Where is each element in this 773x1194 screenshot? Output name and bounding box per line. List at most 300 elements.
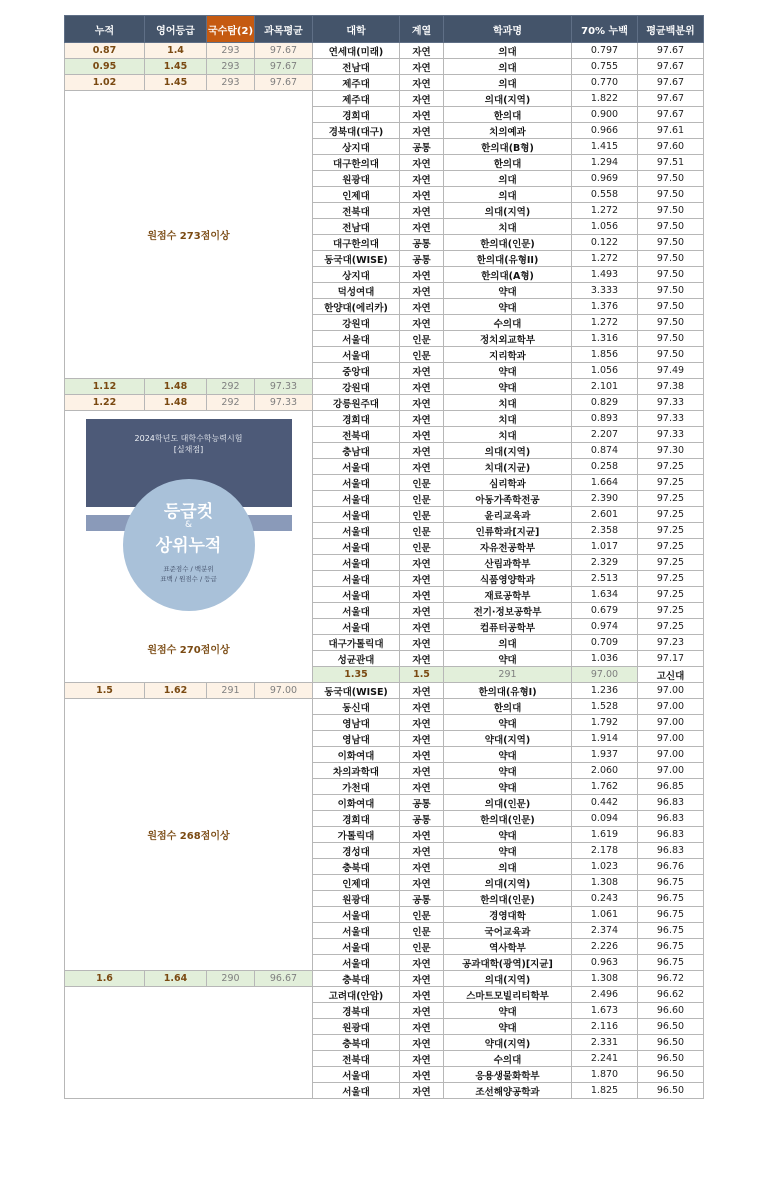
english-grade-value: 1.62 <box>145 683 207 699</box>
pct70-value: 1.308 <box>572 875 638 891</box>
pct70-value: 2.241 <box>572 1051 638 1067</box>
department-name: 의대(지역) <box>444 203 572 219</box>
avg-percentile-value: 97.25 <box>638 507 704 523</box>
avg-percentile-value: 96.62 <box>638 987 704 1003</box>
university-name: 서울대 <box>313 523 400 539</box>
pct70-value: 1.056 <box>572 363 638 379</box>
english-grade-value: 1.48 <box>145 379 207 395</box>
department-name: 의대(인문) <box>444 795 572 811</box>
department-name: 의대 <box>444 187 572 203</box>
pct70-value: 1.937 <box>572 747 638 763</box>
university-name: 강릉원주대 <box>313 395 400 411</box>
avg-percentile-value: 97.25 <box>638 491 704 507</box>
university-name: 서울대 <box>313 331 400 347</box>
avg-percentile-value: 96.50 <box>638 1035 704 1051</box>
track-name: 자연 <box>400 283 444 299</box>
university-name: 서울대 <box>313 955 400 971</box>
cum-value: 1.02 <box>65 75 145 91</box>
avg-percentile-value: 97.50 <box>638 171 704 187</box>
university-name: 대구한의대 <box>313 155 400 171</box>
avg-percentile-value: 97.25 <box>638 571 704 587</box>
cutoff-table <box>64 15 704 1099</box>
score-band-inner <box>65 411 312 682</box>
avg-percentile-value: 96.75 <box>638 923 704 939</box>
department-name: 약대 <box>444 283 572 299</box>
pct70-value: 0.829 <box>572 395 638 411</box>
university-name: 서울대 <box>313 1067 400 1083</box>
university-name: 서울대 <box>313 603 400 619</box>
english-grade-value: 1.48 <box>145 395 207 411</box>
track-name: 자연 <box>400 715 444 731</box>
cover-sub-line2: 표백 / 원점수 / 등급 <box>160 575 217 583</box>
department-name: 의대 <box>444 635 572 651</box>
cover-main-line2: 상위누적 <box>155 536 222 556</box>
university-name: 중앙대 <box>313 363 400 379</box>
header-kms: 국수탐(2) <box>207 16 255 43</box>
university-name: 경북대 <box>313 1003 400 1019</box>
department-name: 인류학과[지균] <box>444 523 572 539</box>
avg-percentile-value: 96.83 <box>638 811 704 827</box>
pct70-value: 0.558 <box>572 187 638 203</box>
pct70-value: 1.415 <box>572 139 638 155</box>
raw-score-value: 290 <box>207 971 255 987</box>
department-name: 한의대 <box>444 155 572 171</box>
avg-percentile-value: 97.25 <box>638 539 704 555</box>
track-name: 자연 <box>400 171 444 187</box>
cover-title-line1: 2024학년도 대학수학능력시험 <box>134 434 243 443</box>
avg-percentile-value: 97.67 <box>638 107 704 123</box>
university-name: 차의과학대 <box>313 763 400 779</box>
university-name: 한양대(에리카) <box>313 299 400 315</box>
table-row <box>65 971 704 987</box>
pct70-value: 0.893 <box>572 411 638 427</box>
track-name: 자연 <box>400 875 444 891</box>
department-name: 의대(지역) <box>444 875 572 891</box>
avg-percentile-value: 97.60 <box>638 139 704 155</box>
department-name: 조선해양공학과 <box>444 1083 572 1099</box>
avg-percentile-value: 96.75 <box>638 891 704 907</box>
pct70-value: 3.333 <box>572 283 638 299</box>
avg-percentile-value: 97.00 <box>638 731 704 747</box>
track-name: 공통 <box>400 251 444 267</box>
table-row <box>65 43 704 59</box>
avg-percentile-value: 97.67 <box>638 91 704 107</box>
avg-percentile-value: 96.50 <box>638 1019 704 1035</box>
track-name: 인문 <box>400 539 444 555</box>
university-name: 서울대 <box>313 619 400 635</box>
pct70-value: 1.272 <box>572 315 638 331</box>
avg-percentile-value: 96.60 <box>638 1003 704 1019</box>
score-band <box>65 699 313 971</box>
university-name: 서울대 <box>313 459 400 475</box>
track-name: 자연 <box>400 59 444 75</box>
department-name: 약대 <box>444 651 572 667</box>
avg-percentile-value: 97.25 <box>638 523 704 539</box>
pct70-value: 2.358 <box>572 523 638 539</box>
track-name: 인문 <box>400 907 444 923</box>
avg-percentile-value: 97.33 <box>638 427 704 443</box>
pct70-value: 1.017 <box>572 539 638 555</box>
pct70-value: 0.258 <box>572 459 638 475</box>
department-name: 의대 <box>444 171 572 187</box>
department-name: 한의대(인문) <box>444 891 572 907</box>
department-name: 경영대학 <box>444 907 572 923</box>
avg-percentile-value: 97.30 <box>638 443 704 459</box>
pct70-value: 2.329 <box>572 555 638 571</box>
track-name: 공통 <box>400 795 444 811</box>
avg-percentile-value: 97.25 <box>638 603 704 619</box>
header-dept: 학과명 <box>444 16 572 43</box>
pct70-value: 0.122 <box>572 235 638 251</box>
header-eng: 영어등급 <box>145 16 207 43</box>
avg-percentile-value: 97.00 <box>638 763 704 779</box>
pct70-value: 1.822 <box>572 91 638 107</box>
university-name: 상지대 <box>313 267 400 283</box>
pct70-value: 1.023 <box>572 859 638 875</box>
department-name: 한의대(유형I) <box>444 683 572 699</box>
avg-percentile-value: 97.25 <box>638 587 704 603</box>
pct70-value: 1.856 <box>572 347 638 363</box>
cum-value: 1.22 <box>65 395 145 411</box>
pct70-value: 1.914 <box>572 731 638 747</box>
track-name: 자연 <box>400 683 444 699</box>
department-name: 약대 <box>444 747 572 763</box>
university-name: 강원대 <box>313 315 400 331</box>
track-name: 자연 <box>400 203 444 219</box>
department-name: 의대 <box>444 859 572 875</box>
track-name: 자연 <box>400 1019 444 1035</box>
track-name: 자연 <box>400 123 444 139</box>
pct70-value: 2.513 <box>572 571 638 587</box>
track-name: 자연 <box>400 1035 444 1051</box>
pct70-value: 1.294 <box>572 155 638 171</box>
track-name: 인문 <box>400 331 444 347</box>
pct70-value: 0.442 <box>572 795 638 811</box>
avg-percentile-value: 97.50 <box>638 283 704 299</box>
subject-avg-value: 97.00 <box>255 683 313 699</box>
track-name: 자연 <box>400 555 444 571</box>
university-name: 고려대(안암) <box>313 987 400 1003</box>
avg-percentile-value: 96.83 <box>638 795 704 811</box>
header-track: 계열 <box>400 16 444 43</box>
department-name: 한의대(B형) <box>444 139 572 155</box>
track-name: 자연 <box>400 91 444 107</box>
department-name: 치의예과 <box>444 123 572 139</box>
cutoff-table-container <box>64 15 704 1099</box>
department-name: 컴퓨터공학부 <box>444 619 572 635</box>
pct70-value: 0.094 <box>572 811 638 827</box>
track-name: 자연 <box>400 747 444 763</box>
table-row <box>65 91 704 107</box>
track-name: 자연 <box>400 651 444 667</box>
track-name: 인문 <box>400 923 444 939</box>
pct70-value: 2.207 <box>572 427 638 443</box>
department-name: 한의대 <box>444 107 572 123</box>
score-band-inner <box>65 699 312 970</box>
avg-percentile-value: 97.50 <box>638 347 704 363</box>
university-name: 경북대(대구) <box>313 123 400 139</box>
cover-title <box>86 433 292 455</box>
avg-percentile-value: 97.50 <box>638 315 704 331</box>
cover-main-line1: 등급컷 <box>163 502 214 522</box>
department-name: 약대 <box>444 843 572 859</box>
table-body <box>65 43 704 1099</box>
table-header-row <box>65 16 704 43</box>
avg-percentile-value: 96.76 <box>638 859 704 875</box>
track-name: 자연 <box>400 75 444 91</box>
university-name: 서울대 <box>313 571 400 587</box>
pct70-value: 0.900 <box>572 107 638 123</box>
pct70-value: 2.116 <box>572 1019 638 1035</box>
department-name: 수의대 <box>444 315 572 331</box>
pct70-value: 2.331 <box>572 1035 638 1051</box>
avg-percentile-value: 97.25 <box>638 475 704 491</box>
table-row <box>65 411 704 427</box>
table-row <box>65 683 704 699</box>
pct70-value: 1.664 <box>572 475 638 491</box>
university-name: 동국대(WISE) <box>313 683 400 699</box>
track-name: 자연 <box>400 443 444 459</box>
university-name: 서울대 <box>313 507 400 523</box>
university-name: 서울대 <box>313 587 400 603</box>
english-grade-value: 1.5 <box>400 667 444 683</box>
track-name: 자연 <box>400 107 444 123</box>
avg-percentile-value: 96.83 <box>638 843 704 859</box>
track-name: 인문 <box>400 475 444 491</box>
avg-percentile-value: 97.67 <box>638 43 704 59</box>
department-name: 역사학부 <box>444 939 572 955</box>
cum-value: 1.12 <box>65 379 145 395</box>
track-name: 인문 <box>400 939 444 955</box>
table-row <box>65 379 704 395</box>
department-name: 치대 <box>444 395 572 411</box>
raw-score-value: 291 <box>207 683 255 699</box>
track-name: 자연 <box>400 987 444 1003</box>
avg-percentile-value: 97.50 <box>638 267 704 283</box>
header-uni: 대학 <box>313 16 400 43</box>
department-name: 약대 <box>444 1003 572 1019</box>
score-band-inner <box>65 91 312 378</box>
avg-percentile-value: 96.75 <box>638 875 704 891</box>
pct70-value: 2.226 <box>572 939 638 955</box>
university-name: 서울대 <box>313 491 400 507</box>
university-name: 영남대 <box>313 715 400 731</box>
university-name: 고신대 <box>638 667 704 683</box>
university-name: 동신대 <box>313 699 400 715</box>
score-band <box>65 91 313 379</box>
avg-percentile-value: 97.50 <box>638 235 704 251</box>
avg-percentile-value: 97.50 <box>638 331 704 347</box>
university-name: 성균관대 <box>313 651 400 667</box>
track-name: 자연 <box>400 699 444 715</box>
department-name: 지리학과 <box>444 347 572 363</box>
university-name: 원광대 <box>313 171 400 187</box>
table-row <box>65 699 704 715</box>
university-name: 충북대 <box>313 971 400 987</box>
university-name: 덕성여대 <box>313 283 400 299</box>
track-name: 자연 <box>400 155 444 171</box>
department-name: 약대 <box>444 715 572 731</box>
pct70-value: 0.797 <box>572 43 638 59</box>
university-name: 동국대(WISE) <box>313 251 400 267</box>
avg-percentile-value: 97.50 <box>638 299 704 315</box>
university-name: 서울대 <box>313 555 400 571</box>
pct70-value: 1.493 <box>572 267 638 283</box>
university-name: 이화여대 <box>313 747 400 763</box>
avg-percentile-value: 97.23 <box>638 635 704 651</box>
university-name: 서울대 <box>313 907 400 923</box>
cum-value: 1.5 <box>65 683 145 699</box>
avg-percentile-value: 96.83 <box>638 827 704 843</box>
avg-percentile-value: 97.25 <box>638 459 704 475</box>
subject-avg-value: 97.00 <box>572 667 638 683</box>
avg-percentile-value: 97.61 <box>638 123 704 139</box>
university-name: 제주대 <box>313 91 400 107</box>
avg-percentile-value: 96.75 <box>638 939 704 955</box>
department-name: 공과대학(광역)[지균] <box>444 955 572 971</box>
university-name: 대구가톨릭대 <box>313 635 400 651</box>
department-name: 약대 <box>444 379 572 395</box>
department-name: 국어교육과 <box>444 923 572 939</box>
avg-percentile-value: 97.67 <box>638 75 704 91</box>
pct70-value: 2.390 <box>572 491 638 507</box>
subject-avg-value: 96.67 <box>255 971 313 987</box>
track-name: 자연 <box>400 1051 444 1067</box>
score-band-label: 원점수 270점이상 <box>147 645 230 656</box>
avg-percentile-value: 96.75 <box>638 907 704 923</box>
pct70-value: 0.963 <box>572 955 638 971</box>
raw-score-value: 293 <box>207 43 255 59</box>
track-name: 자연 <box>400 779 444 795</box>
track-name: 자연 <box>400 267 444 283</box>
department-name: 치대 <box>444 411 572 427</box>
track-name: 인문 <box>400 507 444 523</box>
cum-value: 1.35 <box>313 667 400 683</box>
pct70-value: 2.601 <box>572 507 638 523</box>
university-name: 충북대 <box>313 859 400 875</box>
pct70-value: 2.178 <box>572 843 638 859</box>
pct70-value: 1.056 <box>572 219 638 235</box>
pct70-value: 0.969 <box>572 171 638 187</box>
track-name: 인문 <box>400 347 444 363</box>
avg-percentile-value: 97.25 <box>638 555 704 571</box>
avg-percentile-value: 97.33 <box>638 411 704 427</box>
score-band-inner <box>65 987 312 1098</box>
raw-score-value: 292 <box>207 395 255 411</box>
university-name: 원광대 <box>313 891 400 907</box>
avg-percentile-value: 97.00 <box>638 699 704 715</box>
avg-percentile-value: 97.17 <box>638 651 704 667</box>
university-name: 충남대 <box>313 443 400 459</box>
avg-percentile-value: 97.50 <box>638 251 704 267</box>
department-name: 심리학과 <box>444 475 572 491</box>
english-grade-value: 1.4 <box>145 43 207 59</box>
avg-percentile-value: 96.50 <box>638 1083 704 1099</box>
header-pct70: 70% 누백 <box>572 16 638 43</box>
avg-percentile-value: 96.75 <box>638 955 704 971</box>
department-name: 윤리교육과 <box>444 507 572 523</box>
track-name: 자연 <box>400 379 444 395</box>
pct70-value: 1.036 <box>572 651 638 667</box>
cum-value: 1.6 <box>65 971 145 987</box>
university-name: 영남대 <box>313 731 400 747</box>
track-name: 자연 <box>400 187 444 203</box>
score-band <box>65 411 313 683</box>
header-cum: 누적 <box>65 16 145 43</box>
table-row <box>65 395 704 411</box>
track-name: 자연 <box>400 411 444 427</box>
department-name: 약대(지역) <box>444 1035 572 1051</box>
university-name: 서울대 <box>313 539 400 555</box>
avg-percentile-value: 97.25 <box>638 619 704 635</box>
pct70-value: 1.061 <box>572 907 638 923</box>
track-name: 자연 <box>400 1067 444 1083</box>
university-name: 전북대 <box>313 203 400 219</box>
table-row <box>65 75 704 91</box>
university-name: 충북대 <box>313 1035 400 1051</box>
department-name: 스마트모빌리티학부 <box>444 987 572 1003</box>
department-name: 의대(지역) <box>444 971 572 987</box>
pct70-value: 1.316 <box>572 331 638 347</box>
avg-percentile-value: 97.49 <box>638 363 704 379</box>
pct70-value: 0.874 <box>572 443 638 459</box>
pct70-value: 1.236 <box>572 683 638 699</box>
subject-avg-value: 97.67 <box>255 59 313 75</box>
department-name: 의대 <box>444 43 572 59</box>
university-name: 경희대 <box>313 811 400 827</box>
avg-percentile-value: 97.00 <box>638 715 704 731</box>
track-name: 자연 <box>400 219 444 235</box>
avg-percentile-value: 97.50 <box>638 187 704 203</box>
department-name: 약대 <box>444 1019 572 1035</box>
pct70-value: 1.825 <box>572 1083 638 1099</box>
department-name: 한의대(A형) <box>444 267 572 283</box>
avg-percentile-value: 96.50 <box>638 1051 704 1067</box>
department-name: 치대(지균) <box>444 459 572 475</box>
department-name: 약대 <box>444 763 572 779</box>
track-name: 자연 <box>400 587 444 603</box>
header-avgpct: 평균백분위 <box>638 16 704 43</box>
university-name: 인제대 <box>313 875 400 891</box>
pct70-value: 0.966 <box>572 123 638 139</box>
university-name: 이화여대 <box>313 795 400 811</box>
pct70-value: 1.308 <box>572 971 638 987</box>
english-grade-value: 1.45 <box>145 75 207 91</box>
track-name: 자연 <box>400 731 444 747</box>
university-name: 인제대 <box>313 187 400 203</box>
track-name: 자연 <box>400 843 444 859</box>
english-grade-value: 1.45 <box>145 59 207 75</box>
cum-value: 0.87 <box>65 43 145 59</box>
avg-percentile-value: 96.50 <box>638 1067 704 1083</box>
avg-percentile-value: 97.33 <box>638 395 704 411</box>
track-name: 공통 <box>400 811 444 827</box>
header-avg: 과목평균 <box>255 16 313 43</box>
track-name: 자연 <box>400 571 444 587</box>
university-name: 연세대(미래) <box>313 43 400 59</box>
pct70-value: 1.272 <box>572 251 638 267</box>
department-name: 치대 <box>444 219 572 235</box>
avg-percentile-value: 96.72 <box>638 971 704 987</box>
department-name: 의대 <box>444 75 572 91</box>
track-name: 자연 <box>400 635 444 651</box>
university-name: 서울대 <box>313 939 400 955</box>
cover-title-line2: [실채점] <box>173 445 204 454</box>
pct70-value: 1.272 <box>572 203 638 219</box>
university-name: 가천대 <box>313 779 400 795</box>
university-name: 가톨릭대 <box>313 827 400 843</box>
university-name: 강원대 <box>313 379 400 395</box>
